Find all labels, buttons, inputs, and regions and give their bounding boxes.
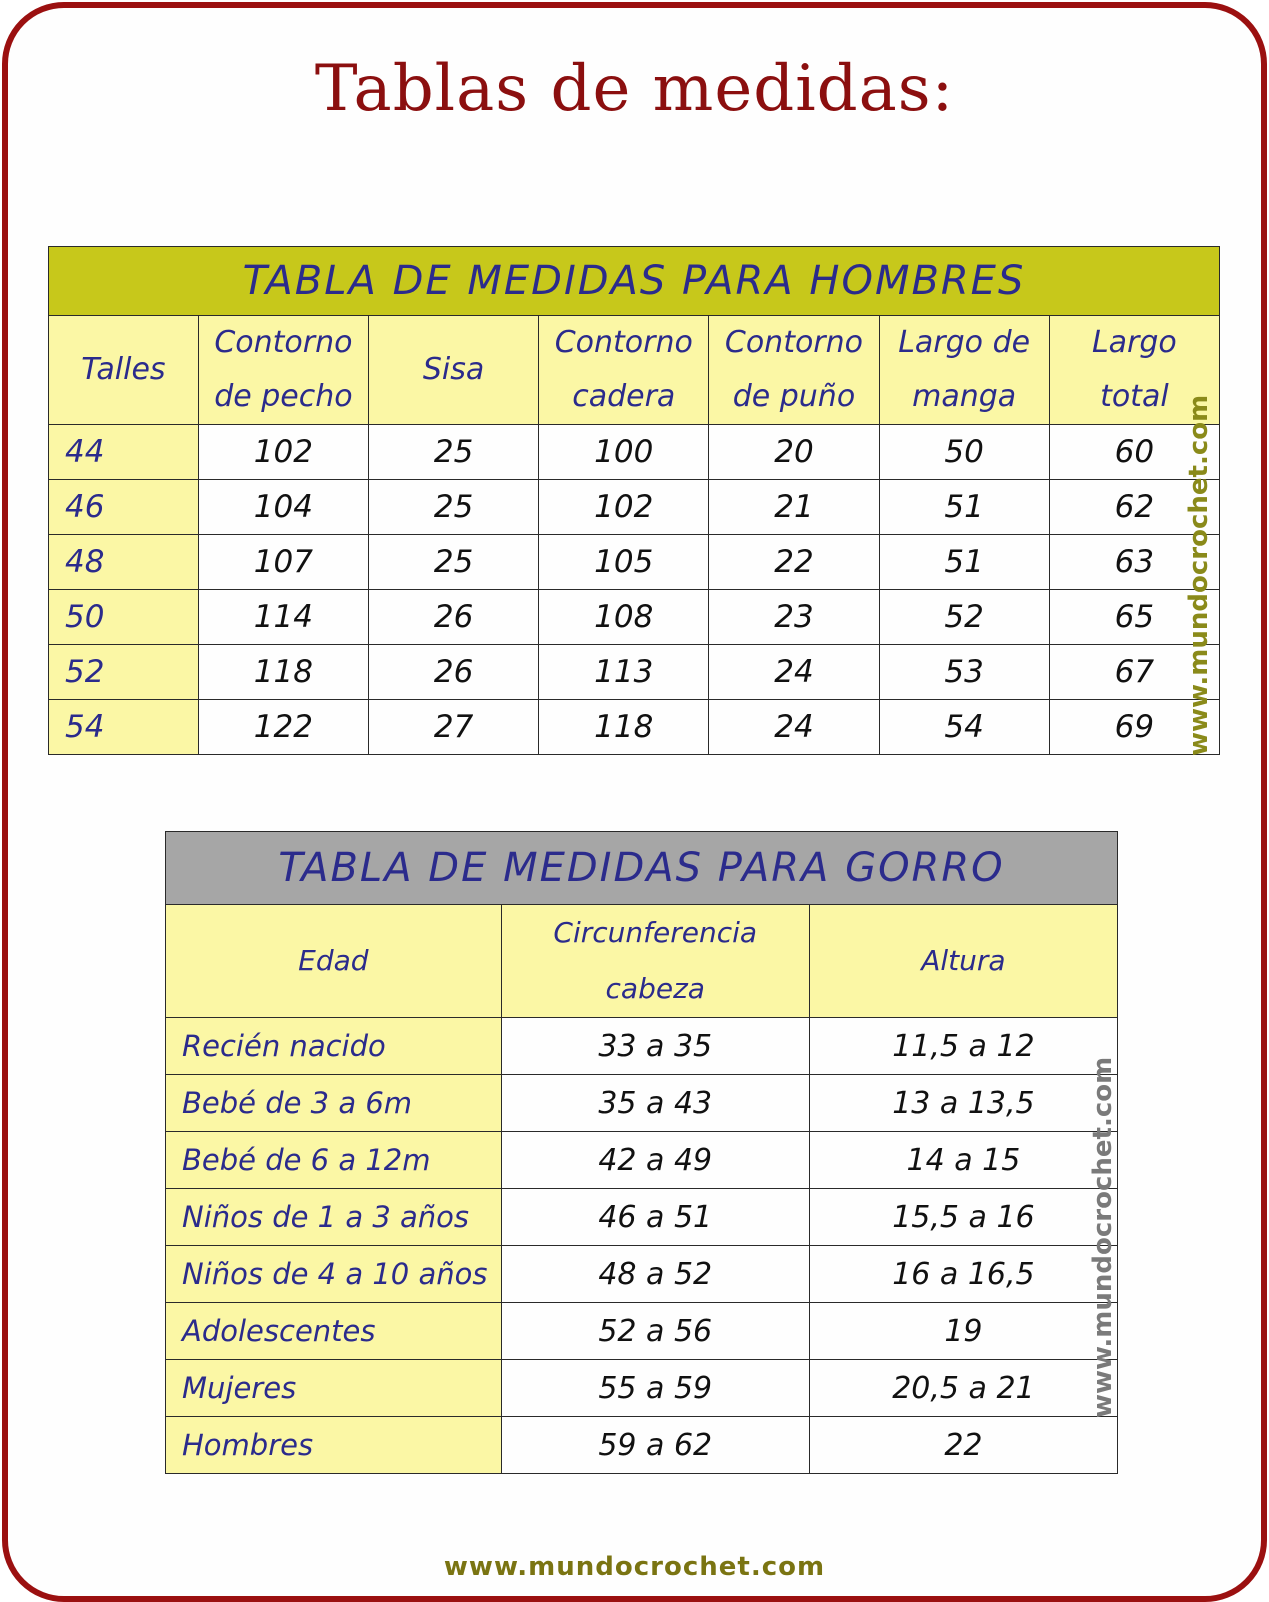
value-cell: 20 (709, 425, 879, 480)
column-header-line: total (1100, 379, 1169, 414)
value-cell: 118 (198, 645, 368, 700)
value-cell: 25 (368, 535, 538, 590)
table-row (49, 590, 1220, 645)
value-cell: 100 (539, 425, 709, 480)
value-cell: 35 a 43 (501, 1075, 809, 1132)
column-header-line: manga (912, 379, 1017, 414)
value-cell: 24 (709, 700, 879, 755)
column-header-line: Altura (921, 944, 1006, 977)
column-header (809, 905, 1117, 1018)
value-cell: 19 (809, 1303, 1117, 1360)
column-header (49, 316, 199, 425)
value-cell: 108 (539, 590, 709, 645)
row-label-cell: 52 (49, 645, 199, 700)
value-cell: 52 (879, 590, 1049, 645)
column-header-line: de pecho (214, 379, 353, 414)
value-cell: 13 a 13,5 (809, 1075, 1117, 1132)
row-label-cell: 54 (49, 700, 199, 755)
column-header-line: Contorno (214, 325, 353, 360)
value-cell: 23 (709, 590, 879, 645)
value-cell: 102 (539, 480, 709, 535)
value-cell: 51 (879, 535, 1049, 590)
column-header-line: Largo de (898, 325, 1031, 360)
row-label-cell: 48 (49, 535, 199, 590)
table-row (49, 480, 1220, 535)
row-label-cell: Adolescentes (166, 1303, 502, 1360)
value-cell: 21 (709, 480, 879, 535)
value-cell: 105 (539, 535, 709, 590)
column-header (879, 316, 1049, 425)
row-label-cell: 44 (49, 425, 199, 480)
column-header (709, 316, 879, 425)
row-label-cell: Niños de 1 a 3 años (166, 1189, 502, 1246)
value-cell: 104 (198, 480, 368, 535)
row-label-cell: Bebé de 6 a 12m (166, 1132, 502, 1189)
value-cell: 59 a 62 (501, 1417, 809, 1474)
table-row (166, 1303, 1118, 1360)
table-row (166, 1132, 1118, 1189)
footer-url: www.mundocrochet.com (443, 1552, 826, 1582)
column-header-line: Contorno (554, 325, 693, 360)
table-row (166, 1417, 1118, 1474)
table-row (49, 535, 1220, 590)
men-measurements-table (48, 246, 1220, 755)
table-row (49, 425, 1220, 480)
value-cell: 107 (198, 535, 368, 590)
value-cell: 46 a 51 (501, 1189, 809, 1246)
value-cell: 24 (709, 645, 879, 700)
table-row (166, 1189, 1118, 1246)
table-row (49, 700, 1220, 755)
column-header-line: de puño (732, 379, 856, 414)
column-header-line: cadera (572, 379, 676, 414)
value-cell: 15,5 a 16 (809, 1189, 1117, 1246)
value-cell: 25 (368, 480, 538, 535)
column-header-line: Largo (1091, 325, 1177, 360)
men-table-title: TABLA DE MEDIDAS PARA HOMBRES (49, 247, 1220, 316)
column-header-line: cabeza (605, 972, 705, 1005)
value-cell: 14 a 15 (809, 1132, 1117, 1189)
column-header (539, 316, 709, 425)
column-header (198, 316, 368, 425)
page-title: Tablas de medidas: (314, 52, 955, 126)
value-cell: 26 (368, 590, 538, 645)
value-cell: 11,5 a 12 (809, 1018, 1117, 1075)
value-cell: 20,5 a 21 (809, 1360, 1117, 1417)
value-cell: 53 (879, 645, 1049, 700)
value-cell: 33 a 35 (501, 1018, 809, 1075)
row-label-cell: Hombres (166, 1417, 502, 1474)
value-cell: 102 (198, 425, 368, 480)
value-cell: 118 (539, 700, 709, 755)
watermark-hat-table: www.mundocrochet.com (1088, 1056, 1118, 1418)
row-label-cell: Bebé de 3 a 6m (166, 1075, 502, 1132)
value-cell: 52 a 56 (501, 1303, 809, 1360)
value-cell: 69 (1049, 700, 1219, 755)
value-cell: 113 (539, 645, 709, 700)
column-header (368, 316, 538, 425)
table-row (49, 645, 1220, 700)
value-cell: 27 (368, 700, 538, 755)
column-header (501, 905, 809, 1018)
column-header-line: Circunferencia (553, 916, 758, 949)
value-cell: 42 a 49 (501, 1132, 809, 1189)
column-header (166, 905, 502, 1018)
column-header-line: Talles (81, 352, 166, 387)
value-cell: 48 a 52 (501, 1246, 809, 1303)
column-header-line: Contorno (724, 325, 864, 360)
value-cell: 26 (368, 645, 538, 700)
value-cell: 25 (368, 425, 538, 480)
row-label-cell: Recién nacido (166, 1018, 502, 1075)
hat-table-title: TABLA DE MEDIDAS PARA GORRO (166, 832, 1118, 905)
value-cell: 63 (1049, 535, 1219, 590)
row-label-cell: 46 (49, 480, 199, 535)
value-cell: 62 (1049, 480, 1219, 535)
value-cell: 22 (809, 1417, 1117, 1474)
value-cell: 22 (709, 535, 879, 590)
table-row (166, 1360, 1118, 1417)
row-label-cell: Niños de 4 a 10 años (166, 1246, 502, 1303)
value-cell: 54 (879, 700, 1049, 755)
column-header-line: Sisa (422, 352, 485, 387)
column-header-line: Edad (298, 944, 369, 977)
value-cell: 51 (879, 480, 1049, 535)
value-cell: 67 (1049, 645, 1219, 700)
value-cell: 16 a 16,5 (809, 1246, 1117, 1303)
value-cell: 55 a 59 (501, 1360, 809, 1417)
value-cell: 65 (1049, 590, 1219, 645)
table-row (166, 1075, 1118, 1132)
table-row (166, 1246, 1118, 1303)
value-cell: 60 (1049, 425, 1219, 480)
table-row (166, 1018, 1118, 1075)
value-cell: 122 (198, 700, 368, 755)
value-cell: 114 (198, 590, 368, 645)
value-cell: 50 (879, 425, 1049, 480)
watermark-men-table: www.mundocrochet.com (1184, 394, 1214, 756)
hat-measurements-table (165, 831, 1118, 1474)
row-label-cell: 50 (49, 590, 199, 645)
row-label-cell: Mujeres (166, 1360, 502, 1417)
